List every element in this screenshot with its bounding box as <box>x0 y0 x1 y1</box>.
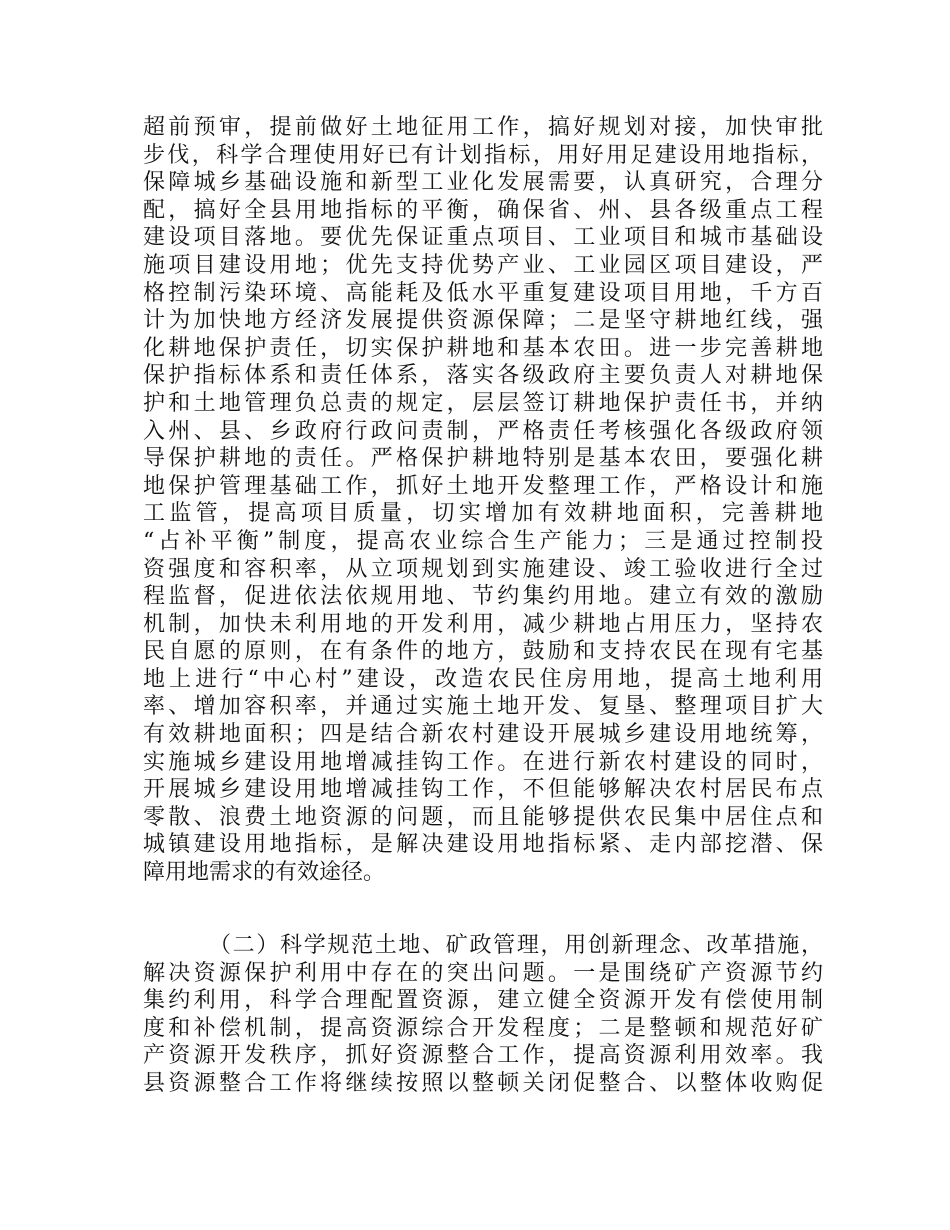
text-line: 计为加快地方经济发展提供资源保障；二是坚守耕地红线，强 <box>143 308 823 334</box>
text-line: 化耕地保护责任，切实保护耕地和基本农田。进一步完善耕地 <box>143 335 823 361</box>
text-line: 建设项目落地。要优先保证重点项目、工业项目和城市基础设 <box>143 225 823 251</box>
text-line: 县资源整合工作将继续按照以整顿关闭促整合、以整体收购促 <box>143 1070 823 1096</box>
text-line: 产资源开发秩序，抓好资源整合工作，提高资源利用效率。我 <box>143 1043 823 1069</box>
text-line: 障用地需求的有效途径。 <box>143 860 386 886</box>
text-line: 解决资源保护利用中存在的突出问题。一是围绕矿产资源节约 <box>143 960 823 986</box>
text-line: 开展城乡建设用地增减挂钩工作，不但能够解决农村居民布点 <box>143 777 823 803</box>
text-line: 机制，加快未利用地的开发利用，减少耕地占用压力，坚持农 <box>143 611 823 637</box>
text-line: 配，搞好全县用地指标的平衡，确保省、州、县各级重点工程 <box>143 197 823 223</box>
text-line: 城镇建设用地指标，是解决建设用地指标紧、走内部挖潜、保 <box>143 832 823 858</box>
text-line: 入州、县、乡政府行政问责制，严格责任考核强化各级政府领 <box>143 418 823 444</box>
text-line: 资强度和容积率，从立项规划到实施建设、竣工验收进行全过 <box>143 556 823 582</box>
text-line: 护和土地管理负总责的规定，层层签订耕地保护责任书，并纳 <box>143 390 823 416</box>
text-line: 格控制污染环境、高能耗及低水平重复建设项目用地，千方百 <box>143 280 823 306</box>
text-line: 零散、浪费土地资源的问题，而且能够提供农民集中居住点和 <box>143 804 823 830</box>
text-line: “占补平衡”制度，提高农业综合生产能力；三是通过控制投 <box>143 528 823 554</box>
text-line: 率、增加容积率，并通过实施土地开发、复垦、整理项目扩大 <box>143 694 823 720</box>
text-line: 度和补偿机制，提高资源综合开发程度；二是整顿和规范好矿 <box>143 1015 823 1041</box>
text-line: 实施城乡建设用地增减挂钩工作。在进行新农村建设的同时， <box>143 749 823 775</box>
paragraph-1 <box>143 114 823 887</box>
text-line: 有效耕地面积；四是结合新农村建设开展城乡建设用地统筹， <box>143 722 823 748</box>
text-line: 地保护管理基础工作，抓好土地开发整理工作，严格设计和施 <box>143 473 823 499</box>
text-line: 导保护耕地的责任。严格保护耕地特别是基本农田，要强化耕 <box>143 446 823 472</box>
text-line: 地上进行“中心村”建设，改造农民住房用地，提高土地利用 <box>143 666 823 692</box>
text-line: （二）科学规范土地、矿政管理，用创新理念、改革措施， <box>209 933 823 958</box>
text-line: 保障城乡基础设施和新型工业化发展需要，认真研究，合理分 <box>143 170 823 196</box>
text-line: 集约利用，科学合理配置资源，建立健全资源开发有偿使用制 <box>143 988 823 1014</box>
text-line: 民自愿的原则，在有条件的地方，鼓励和支持农民在现有宅基 <box>143 639 823 665</box>
paragraph-2 <box>143 932 823 1098</box>
text-line: 超前预审，提前做好土地征用工作，搞好规划对接，加快审批 <box>143 115 823 140</box>
text-line: 工监管，提高项目质量，切实增加有效耕地面积，完善耕地 <box>143 501 823 527</box>
text-line: 保护指标体系和责任体系，落实各级政府主要负责人对耕地保 <box>143 363 823 389</box>
text-line: 步伐，科学合理使用好已有计划指标，用好用足建设用地指标， <box>143 142 823 168</box>
text-line: 施项目建设用地；优先支持优势产业、工业园区项目建设，严 <box>143 252 823 278</box>
text-line: 程监督，促进依法依规用地、节约集约用地。建立有效的激励 <box>143 584 823 610</box>
